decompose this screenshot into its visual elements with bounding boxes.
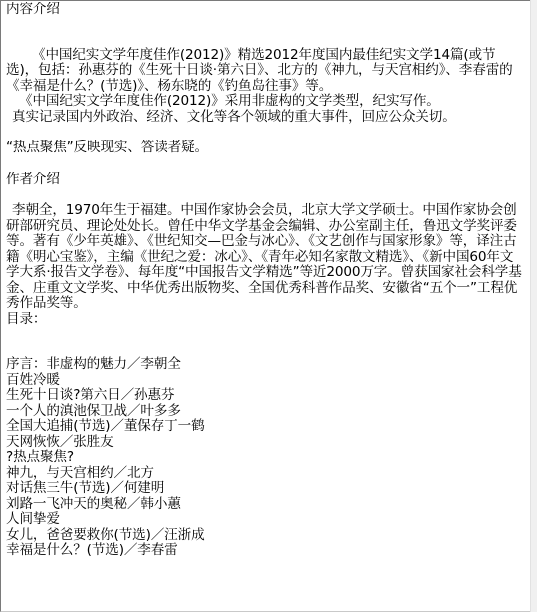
toc-item: 百姓冷暖 bbox=[6, 371, 60, 388]
content-intro-paragraph-1: 《中国纪实文学年度佳作(2012)》精选2012年度国内最佳纪实文学14篇(或节选)，包括：孙惠芬的《生死十日谈·第六日》、北方的《神九，与天宫相约》、李春雷的《幸福是什么？(节选)》、杨东晓的《钓鱼岛往事》等。 bbox=[6, 46, 513, 94]
author-intro-heading: 作者介绍 bbox=[6, 171, 60, 187]
document-body bbox=[6, 2, 526, 559]
toc-item: 全国大追捕(节选)／董保存丁一鹤 bbox=[6, 418, 205, 434]
vertical-scrollbar[interactable] bbox=[530, 0, 537, 612]
toc-item: 一个人的滇池保卫战／叶多多 bbox=[6, 402, 181, 419]
author-intro-paragraph: 李朝全，1970年生于福建。中国作家协会会员，北京大学文学硕士。中国作家协会创研部研究员、理论处处长。曾任中华文学基金会编辑、办公室副主任，鲁迅文学奖评委等。著有《少年英雄》、《世纪知交—巴金与冰心》、《文艺创作与国家形象》等，译注古籍《明心宝鉴》，主编《世纪之爱：冰心》、《青年必知名家散文精选》、《新中国60年文学大系·报告文学卷》、每年度“中国报告文学精选”等近2000万字。曾获国家社会科学基金、庄重文文学奖、中华优秀出版物奖、全国优秀科普作品奖、安徽省“五个一”工程优秀作品奖等。 bbox=[6, 202, 522, 311]
toc-item: 天网恢恢／张胜友 bbox=[6, 433, 114, 450]
toc-heading: 目录： bbox=[6, 311, 47, 327]
toc-list bbox=[6, 357, 526, 559]
toc-item: 人间挚爱 bbox=[6, 511, 60, 527]
toc-item: 女儿，爸爸要救你(节选)／汪浙成 bbox=[6, 526, 205, 543]
content-intro-heading: 内容介绍 bbox=[6, 2, 60, 17]
content-intro-paragraph-3: 真实记录国内外政治、经济、文化等各个领域的重大事件，回应公众关切。 bbox=[12, 108, 456, 125]
toc-item: 生死十日谈?第六日／孙惠芬 bbox=[6, 387, 175, 403]
content-intro-paragraph-4: “热点聚焦”反映现实、答读者疑。 bbox=[6, 140, 208, 155]
toc-item: 序言：非虚构的魅力／李朝全 bbox=[6, 356, 181, 372]
toc-item: ?热点聚焦? bbox=[6, 449, 74, 465]
toc-item: 幸福是什么？(节选)／李春雷 bbox=[6, 542, 178, 558]
content-intro-paragraph-2: 《中国纪实文学年度佳作(2012)》采用非虚构的文学类型，纪实写作。 bbox=[19, 93, 440, 109]
toc-item: 对话焦三牛(节选)／何建明 bbox=[6, 480, 165, 496]
toc-item: 刘路一飞冲天的奥秘／韩小蕙 bbox=[6, 495, 181, 512]
toc-item: 神九，与天宫相约／北方 bbox=[6, 464, 154, 481]
